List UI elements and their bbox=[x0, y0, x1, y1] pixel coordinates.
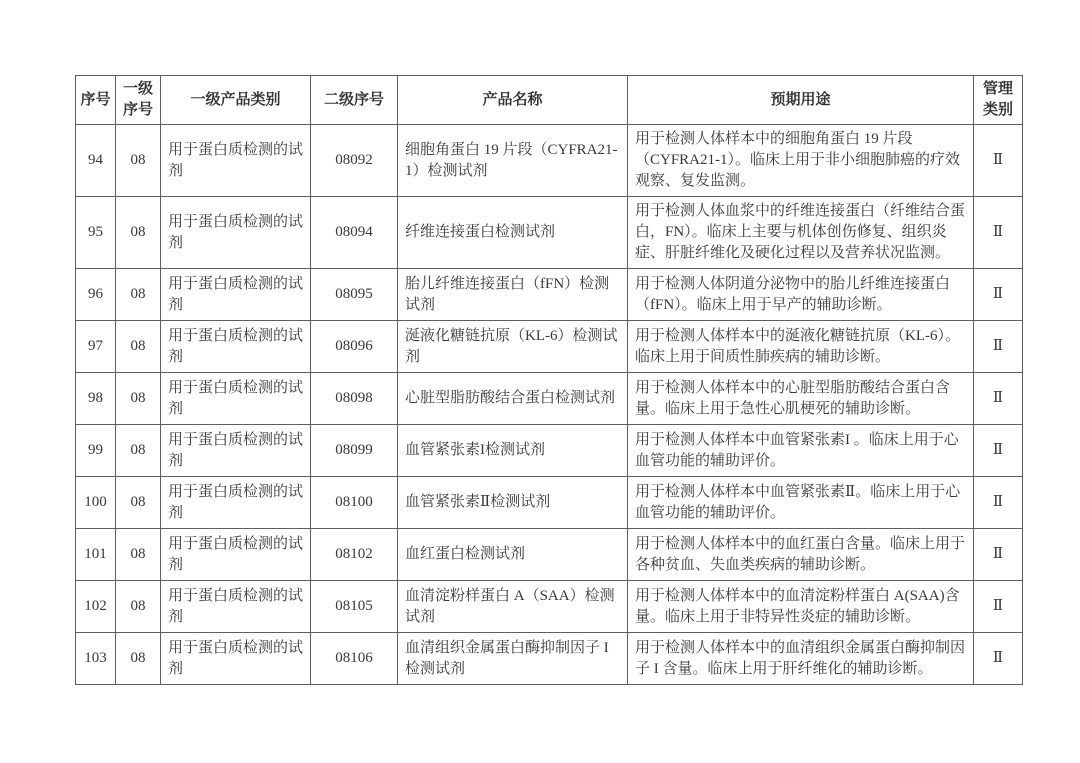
cell-intended-use: 用于检测人体样本中的细胞角蛋白 19 片段（CYFRA21-1）。临床上用于非小细胞肺癌的疗效观察、复发监测。 bbox=[628, 125, 974, 197]
cell-level1-no: 08 bbox=[116, 477, 161, 529]
cell-intended-use: 用于检测人体样本中血管紧张素Ⅱ。临床上用于心血管功能的辅助评价。 bbox=[628, 477, 974, 529]
table-body bbox=[76, 125, 1023, 685]
cell-intended-use: 用于检测人体血浆中的纤维连接蛋白（纤维结合蛋白，FN）。临床上主要与机体创伤修复、组织炎症、肝脏纤维化及硬化过程以及营养状况监测。 bbox=[628, 197, 974, 269]
cell-mgmt-class: Ⅱ bbox=[974, 373, 1023, 425]
cell-level2-no: 08095 bbox=[311, 269, 398, 321]
col-header-level2-no: 二级序号 bbox=[311, 76, 398, 125]
cell-category: 用于蛋白质检测的试剂 bbox=[161, 425, 311, 477]
cell-level1-no: 08 bbox=[116, 633, 161, 685]
cell-intended-use: 用于检测人体样本中的血清淀粉样蛋白 A(SAA)含量。临床上用于非特异性炎症的辅助诊断。 bbox=[628, 581, 974, 633]
cell-mgmt-class: Ⅱ bbox=[974, 321, 1023, 373]
table-row bbox=[76, 321, 1023, 373]
col-header-level1-no: 一级序号 bbox=[116, 76, 161, 125]
cell-level2-no: 08098 bbox=[311, 373, 398, 425]
cell-serial: 102 bbox=[76, 581, 116, 633]
cell-level2-no: 08096 bbox=[311, 321, 398, 373]
col-header-product-name: 产品名称 bbox=[398, 76, 628, 125]
table-row bbox=[76, 529, 1023, 581]
cell-category: 用于蛋白质检测的试剂 bbox=[161, 197, 311, 269]
cell-category: 用于蛋白质检测的试剂 bbox=[161, 529, 311, 581]
cell-intended-use: 用于检测人体样本中血管紧张素I 。临床上用于心血管功能的辅助评价。 bbox=[628, 425, 974, 477]
cell-serial: 103 bbox=[76, 633, 116, 685]
cell-product-name: 心脏型脂肪酸结合蛋白检测试剂 bbox=[398, 373, 628, 425]
cell-serial: 96 bbox=[76, 269, 116, 321]
cell-serial: 99 bbox=[76, 425, 116, 477]
cell-product-name: 血管紧张素I检测试剂 bbox=[398, 425, 628, 477]
cell-product-name: 血管紧张素Ⅱ检测试剂 bbox=[398, 477, 628, 529]
cell-serial: 101 bbox=[76, 529, 116, 581]
cell-mgmt-class: Ⅱ bbox=[974, 269, 1023, 321]
cell-level2-no: 08100 bbox=[311, 477, 398, 529]
cell-product-name: 涎液化糖链抗原（KL-6）检测试剂 bbox=[398, 321, 628, 373]
cell-level1-no: 08 bbox=[116, 197, 161, 269]
cell-mgmt-class: Ⅱ bbox=[974, 125, 1023, 197]
cell-mgmt-class: Ⅱ bbox=[974, 425, 1023, 477]
cell-level1-no: 08 bbox=[116, 425, 161, 477]
cell-intended-use: 用于检测人体样本中的心脏型脂肪酸结合蛋白含量。临床上用于急性心肌梗死的辅助诊断。 bbox=[628, 373, 974, 425]
col-header-mgmt-class: 管理类别 bbox=[974, 76, 1023, 125]
cell-product-name: 血清组织金属蛋白酶抑制因子 I 检测试剂 bbox=[398, 633, 628, 685]
cell-serial: 94 bbox=[76, 125, 116, 197]
cell-serial: 98 bbox=[76, 373, 116, 425]
table-row bbox=[76, 477, 1023, 529]
cell-product-name: 血清淀粉样蛋白 A（SAA）检测试剂 bbox=[398, 581, 628, 633]
cell-mgmt-class: Ⅱ bbox=[974, 581, 1023, 633]
cell-level2-no: 08092 bbox=[311, 125, 398, 197]
cell-serial: 97 bbox=[76, 321, 116, 373]
table-row bbox=[76, 373, 1023, 425]
cell-level1-no: 08 bbox=[116, 529, 161, 581]
cell-level2-no: 08106 bbox=[311, 633, 398, 685]
table-row bbox=[76, 633, 1023, 685]
reagent-classification-table bbox=[75, 75, 1023, 685]
cell-level1-no: 08 bbox=[116, 373, 161, 425]
cell-product-name: 纤维连接蛋白检测试剂 bbox=[398, 197, 628, 269]
cell-level1-no: 08 bbox=[116, 125, 161, 197]
cell-product-name: 胎儿纤维连接蛋白（fFN）检测试剂 bbox=[398, 269, 628, 321]
cell-intended-use: 用于检测人体阴道分泌物中的胎儿纤维连接蛋白（fFN）。临床上用于早产的辅助诊断。 bbox=[628, 269, 974, 321]
cell-category: 用于蛋白质检测的试剂 bbox=[161, 269, 311, 321]
cell-level2-no: 08102 bbox=[311, 529, 398, 581]
cell-level1-no: 08 bbox=[116, 581, 161, 633]
cell-mgmt-class: Ⅱ bbox=[974, 529, 1023, 581]
cell-mgmt-class: Ⅱ bbox=[974, 197, 1023, 269]
cell-product-name: 细胞角蛋白 19 片段（CYFRA21-1）检测试剂 bbox=[398, 125, 628, 197]
cell-intended-use: 用于检测人体样本中的血清组织金属蛋白酶抑制因子 I 含量。临床上用于肝纤维化的辅助诊断。 bbox=[628, 633, 974, 685]
cell-level2-no: 08094 bbox=[311, 197, 398, 269]
cell-level2-no: 08105 bbox=[311, 581, 398, 633]
table-row bbox=[76, 197, 1023, 269]
col-header-serial: 序号 bbox=[76, 76, 116, 125]
table-row bbox=[76, 125, 1023, 197]
cell-level1-no: 08 bbox=[116, 321, 161, 373]
cell-category: 用于蛋白质检测的试剂 bbox=[161, 373, 311, 425]
cell-category: 用于蛋白质检测的试剂 bbox=[161, 581, 311, 633]
cell-category: 用于蛋白质检测的试剂 bbox=[161, 477, 311, 529]
col-header-category: 一级产品类别 bbox=[161, 76, 311, 125]
cell-product-name: 血红蛋白检测试剂 bbox=[398, 529, 628, 581]
cell-intended-use: 用于检测人体样本中的涎液化糖链抗原（KL-6）。临床上用于间质性肺疾病的辅助诊断。 bbox=[628, 321, 974, 373]
cell-mgmt-class: Ⅱ bbox=[974, 633, 1023, 685]
cell-category: 用于蛋白质检测的试剂 bbox=[161, 321, 311, 373]
cell-level2-no: 08099 bbox=[311, 425, 398, 477]
cell-level1-no: 08 bbox=[116, 269, 161, 321]
cell-category: 用于蛋白质检测的试剂 bbox=[161, 633, 311, 685]
cell-intended-use: 用于检测人体样本中的血红蛋白含量。临床上用于各种贫血、失血类疾病的辅助诊断。 bbox=[628, 529, 974, 581]
col-header-intended-use: 预期用途 bbox=[628, 76, 974, 125]
cell-serial: 100 bbox=[76, 477, 116, 529]
cell-mgmt-class: Ⅱ bbox=[974, 477, 1023, 529]
cell-serial: 95 bbox=[76, 197, 116, 269]
cell-category: 用于蛋白质检测的试剂 bbox=[161, 125, 311, 197]
table-row bbox=[76, 581, 1023, 633]
table-row bbox=[76, 269, 1023, 321]
table-row bbox=[76, 425, 1023, 477]
table-header-row bbox=[76, 76, 1023, 125]
